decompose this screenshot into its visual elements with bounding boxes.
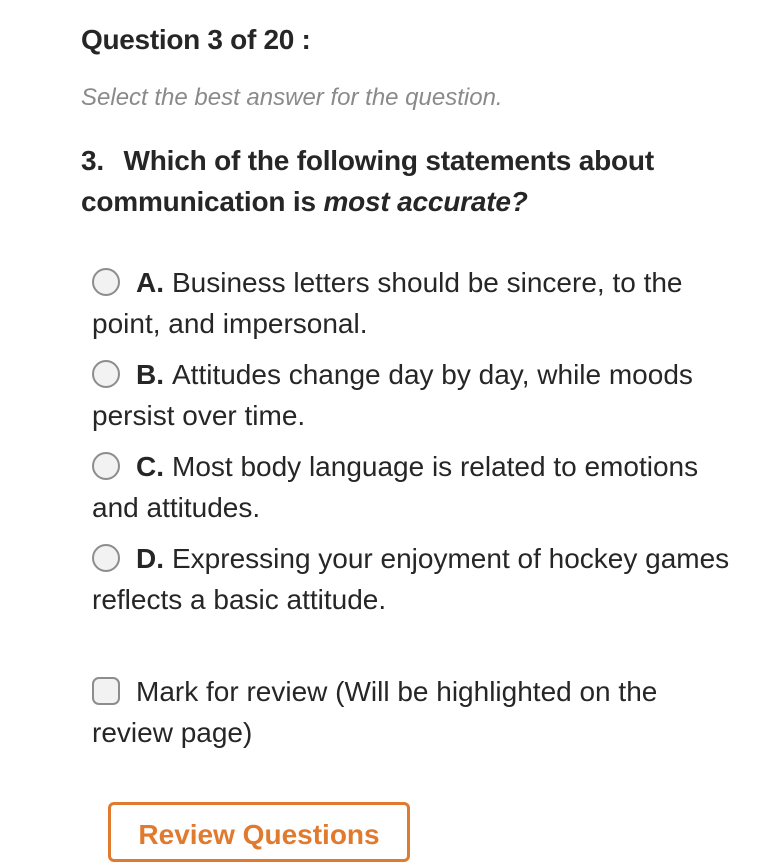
- option-b-text: Attitudes change day by day, while moods persist over time.: [92, 359, 693, 431]
- answer-options: [92, 262, 732, 630]
- option-c[interactable]: [92, 446, 732, 528]
- mark-for-review-label: Mark for review (Will be highlighted on the review page): [92, 676, 658, 748]
- option-a[interactable]: [92, 262, 732, 344]
- question-counter: Question 3 of 20 :: [81, 24, 311, 55]
- review-questions-button[interactable]: Review Questions: [108, 802, 410, 862]
- question-stem: [81, 140, 721, 222]
- option-d-text: Expressing your enjoyment of hockey games reflects a basic attitude.: [92, 543, 730, 615]
- option-d-letter: D.: [136, 543, 164, 574]
- option-b[interactable]: [92, 354, 732, 436]
- radio-button-d[interactable]: [92, 544, 120, 572]
- radio-button-a[interactable]: [92, 268, 120, 296]
- option-a-text: Business letters should be sincere, to the point, and impersonal.: [92, 267, 683, 339]
- option-c-letter: C.: [136, 451, 164, 482]
- option-b-letter: B.: [136, 359, 164, 390]
- mark-for-review-checkbox[interactable]: [92, 677, 120, 705]
- radio-button-c[interactable]: [92, 452, 120, 480]
- mark-for-review[interactable]: [92, 671, 732, 753]
- option-a-letter: A.: [136, 267, 164, 298]
- question-text: Which of the following statements about communication is: [81, 145, 654, 217]
- option-c-text: Most body language is related to emotions and attitudes.: [92, 451, 699, 523]
- question-number: 3.: [81, 145, 104, 176]
- option-d[interactable]: [92, 538, 732, 620]
- question-emphasis: most accurate?: [323, 186, 528, 217]
- instruction-text: Select the best answer for the question.: [81, 84, 503, 111]
- radio-button-b[interactable]: [92, 360, 120, 388]
